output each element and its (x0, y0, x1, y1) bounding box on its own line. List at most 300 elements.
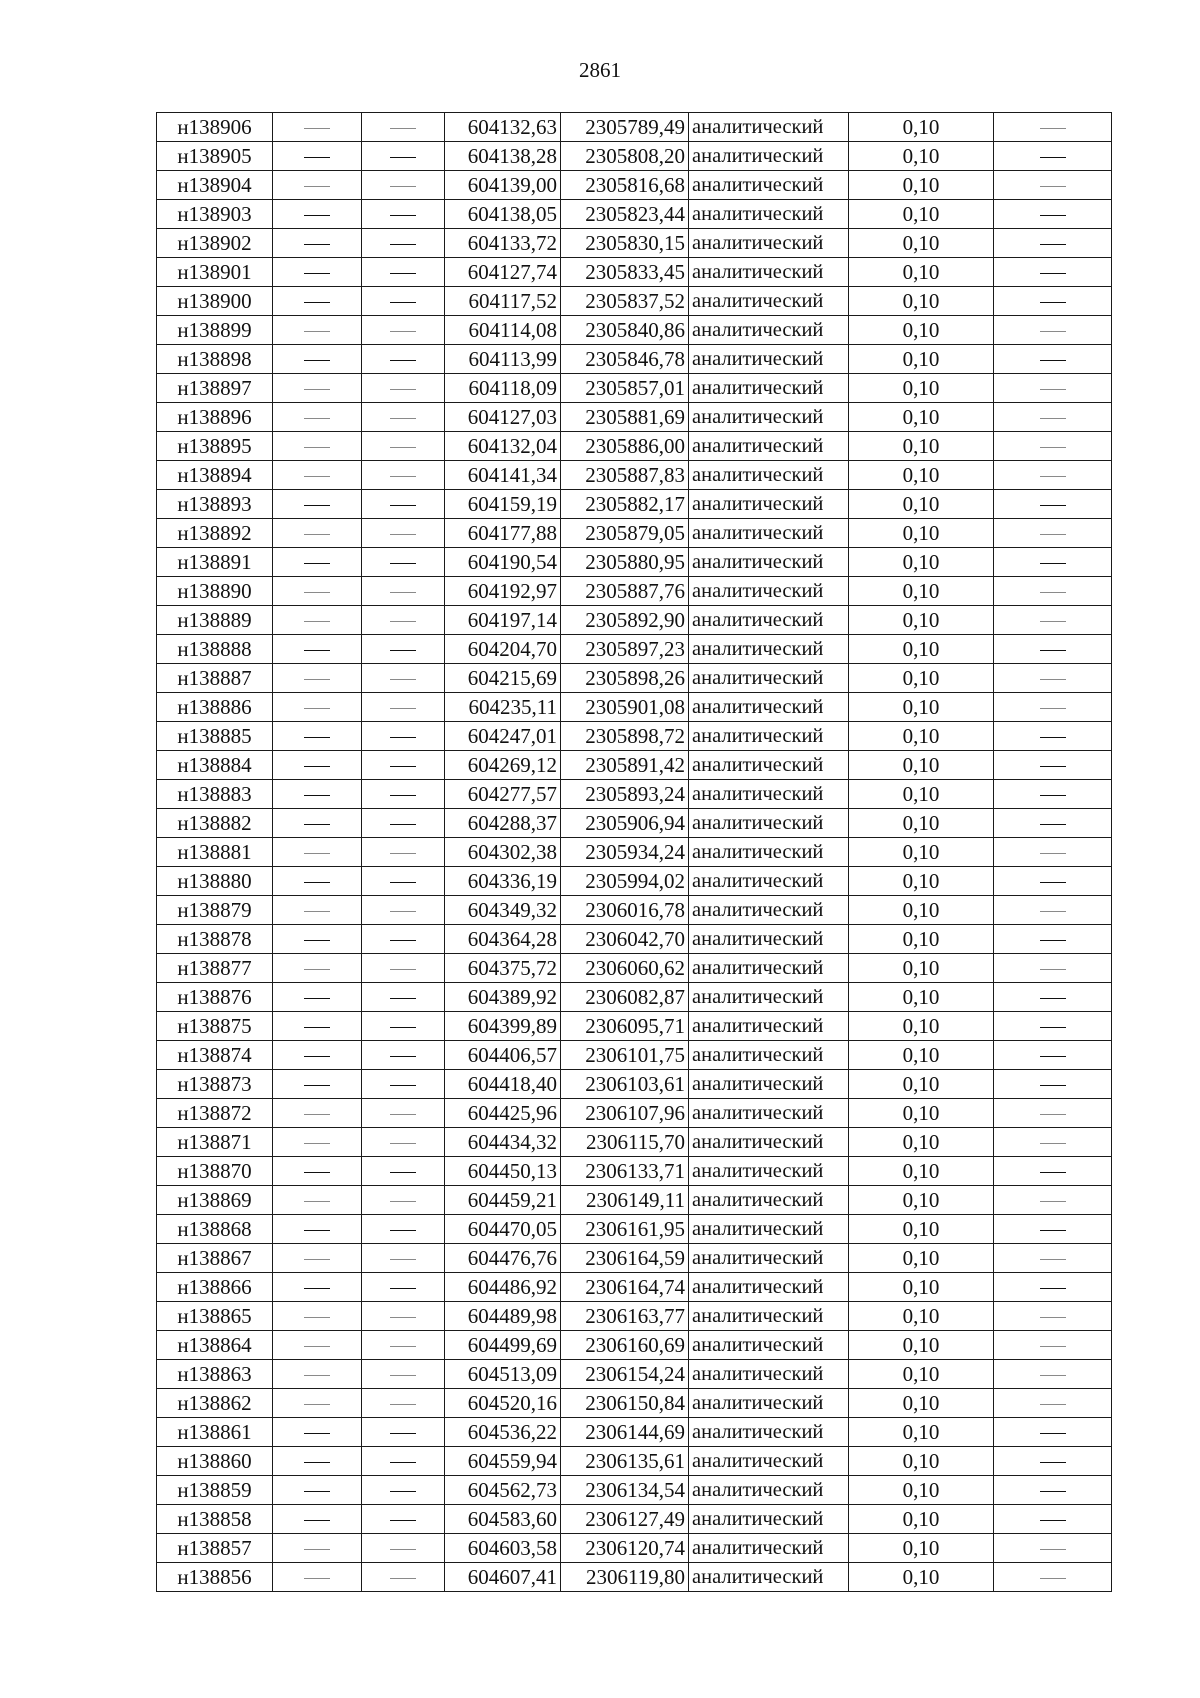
y-coordinate-cell: 2305816,68 (561, 171, 689, 200)
point-name-cell: н138877 (157, 954, 273, 983)
dash-cell (362, 1389, 445, 1418)
dash-cell (362, 1041, 445, 1070)
dash-mark (1040, 418, 1066, 419)
y-coordinate-cell: 2306016,78 (561, 896, 689, 925)
dash-cell (273, 490, 362, 519)
method-cell: аналитический (689, 287, 849, 316)
dash-mark (390, 1201, 416, 1202)
method-cell: аналитический (689, 954, 849, 983)
dash-cell (362, 577, 445, 606)
y-coordinate-cell: 2306127,49 (561, 1505, 689, 1534)
method-cell: аналитический (689, 1215, 849, 1244)
point-name-cell: н138861 (157, 1418, 273, 1447)
dash-mark (390, 389, 416, 390)
table-row (157, 1099, 1112, 1128)
x-coordinate-cell: 604114,08 (445, 316, 561, 345)
dash-cell (994, 1447, 1112, 1476)
dash-mark (304, 940, 330, 941)
method-cell: аналитический (689, 896, 849, 925)
x-coordinate-cell: 604190,54 (445, 548, 561, 577)
method-cell: аналитический (689, 1186, 849, 1215)
dash-cell (994, 780, 1112, 809)
table-row (157, 693, 1112, 722)
dash-mark (1040, 476, 1066, 477)
dash-cell (994, 1099, 1112, 1128)
dash-cell (994, 635, 1112, 664)
dash-cell (273, 548, 362, 577)
precision-cell: 0,10 (849, 983, 994, 1012)
dash-cell (362, 229, 445, 258)
x-coordinate-cell: 604583,60 (445, 1505, 561, 1534)
x-coordinate-cell: 604192,97 (445, 577, 561, 606)
precision-cell: 0,10 (849, 1215, 994, 1244)
dash-cell (362, 1476, 445, 1505)
precision-cell: 0,10 (849, 287, 994, 316)
table-row (157, 1331, 1112, 1360)
x-coordinate-cell: 604406,57 (445, 1041, 561, 1070)
method-cell: аналитический (689, 809, 849, 838)
y-coordinate-cell: 2306101,75 (561, 1041, 689, 1070)
point-name-cell: н138903 (157, 200, 273, 229)
dash-cell (362, 664, 445, 693)
method-cell: аналитический (689, 1244, 849, 1273)
precision-cell: 0,10 (849, 780, 994, 809)
method-cell: аналитический (689, 1331, 849, 1360)
point-name-cell: н138884 (157, 751, 273, 780)
precision-cell: 0,10 (849, 403, 994, 432)
x-coordinate-cell: 604215,69 (445, 664, 561, 693)
y-coordinate-cell: 2305898,72 (561, 722, 689, 751)
point-name-cell: н138904 (157, 171, 273, 200)
dash-cell (273, 1215, 362, 1244)
point-name-cell: н138867 (157, 1244, 273, 1273)
dash-cell (273, 432, 362, 461)
dash-cell (273, 1447, 362, 1476)
dash-cell (273, 1534, 362, 1563)
dash-mark (304, 1230, 330, 1231)
y-coordinate-cell: 2305881,69 (561, 403, 689, 432)
dash-cell (273, 983, 362, 1012)
dash-mark (304, 795, 330, 796)
y-coordinate-cell: 2306154,24 (561, 1360, 689, 1389)
dash-mark (304, 505, 330, 506)
point-name-cell: н138901 (157, 258, 273, 287)
dash-mark (390, 911, 416, 912)
dash-cell (273, 954, 362, 983)
dash-cell (273, 1389, 362, 1418)
table-row (157, 113, 1112, 142)
dash-mark (1040, 331, 1066, 332)
y-coordinate-cell: 2305857,01 (561, 374, 689, 403)
dash-mark (304, 1520, 330, 1521)
dash-cell (273, 1273, 362, 1302)
dash-mark (304, 1114, 330, 1115)
dash-mark (304, 621, 330, 622)
table-row (157, 896, 1112, 925)
x-coordinate-cell: 604418,40 (445, 1070, 561, 1099)
dash-cell (994, 1534, 1112, 1563)
table-row (157, 1157, 1112, 1186)
y-coordinate-cell: 2306134,54 (561, 1476, 689, 1505)
dash-mark (390, 1346, 416, 1347)
y-coordinate-cell: 2306133,71 (561, 1157, 689, 1186)
dash-cell (273, 1302, 362, 1331)
dash-mark (390, 1491, 416, 1492)
precision-cell: 0,10 (849, 1534, 994, 1563)
point-name-cell: н138857 (157, 1534, 273, 1563)
x-coordinate-cell: 604302,38 (445, 838, 561, 867)
dash-mark (1040, 1549, 1066, 1550)
method-cell: аналитический (689, 751, 849, 780)
dash-cell (994, 200, 1112, 229)
x-coordinate-cell: 604607,41 (445, 1563, 561, 1592)
method-cell: аналитический (689, 838, 849, 867)
precision-cell: 0,10 (849, 229, 994, 258)
dash-mark (304, 1085, 330, 1086)
table-row (157, 1476, 1112, 1505)
point-name-cell: н138905 (157, 142, 273, 171)
point-name-cell: н138888 (157, 635, 273, 664)
y-coordinate-cell: 2306135,61 (561, 1447, 689, 1476)
y-coordinate-cell: 2305887,83 (561, 461, 689, 490)
dash-cell (362, 1563, 445, 1592)
x-coordinate-cell: 604127,74 (445, 258, 561, 287)
point-name-cell: н138878 (157, 925, 273, 954)
y-coordinate-cell: 2306150,84 (561, 1389, 689, 1418)
method-cell: аналитический (689, 1534, 849, 1563)
dash-cell (362, 780, 445, 809)
dash-cell (273, 1157, 362, 1186)
dash-cell (994, 1041, 1112, 1070)
table-row (157, 577, 1112, 606)
dash-cell (994, 519, 1112, 548)
dash-cell (994, 316, 1112, 345)
method-cell: аналитический (689, 1418, 849, 1447)
table-row (157, 142, 1112, 171)
precision-cell: 0,10 (849, 925, 994, 954)
dash-mark (1040, 766, 1066, 767)
dash-cell (273, 635, 362, 664)
dash-cell (273, 461, 362, 490)
dash-mark (1040, 1114, 1066, 1115)
dash-mark (390, 621, 416, 622)
dash-mark (390, 447, 416, 448)
dash-cell (362, 200, 445, 229)
dash-mark (1040, 215, 1066, 216)
dash-cell (994, 490, 1112, 519)
method-cell: аналитический (689, 664, 849, 693)
precision-cell: 0,10 (849, 519, 994, 548)
table-row (157, 983, 1112, 1012)
point-name-cell: н138876 (157, 983, 273, 1012)
point-name-cell: н138868 (157, 1215, 273, 1244)
y-coordinate-cell: 2305846,78 (561, 345, 689, 374)
precision-cell: 0,10 (849, 838, 994, 867)
dash-mark (1040, 824, 1066, 825)
dash-mark (304, 1433, 330, 1434)
dash-cell (994, 171, 1112, 200)
x-coordinate-cell: 604113,99 (445, 345, 561, 374)
dash-cell (362, 838, 445, 867)
dash-mark (304, 1056, 330, 1057)
dash-cell (994, 432, 1112, 461)
point-name-cell: н138896 (157, 403, 273, 432)
dash-cell (273, 1476, 362, 1505)
x-coordinate-cell: 604127,03 (445, 403, 561, 432)
dash-cell (362, 171, 445, 200)
dash-mark (390, 853, 416, 854)
dash-mark (1040, 853, 1066, 854)
point-name-cell: н138873 (157, 1070, 273, 1099)
x-coordinate-cell: 604489,98 (445, 1302, 561, 1331)
dash-mark (304, 1578, 330, 1579)
dash-cell (273, 519, 362, 548)
dash-mark (390, 592, 416, 593)
point-name-cell: н138886 (157, 693, 273, 722)
dash-mark (1040, 186, 1066, 187)
dash-mark (304, 1317, 330, 1318)
dash-cell (362, 1099, 445, 1128)
dash-cell (994, 229, 1112, 258)
y-coordinate-cell: 2305886,00 (561, 432, 689, 461)
table-row (157, 403, 1112, 432)
x-coordinate-cell: 604425,96 (445, 1099, 561, 1128)
x-coordinate-cell: 604499,69 (445, 1331, 561, 1360)
dash-mark (304, 447, 330, 448)
dash-cell (273, 1041, 362, 1070)
table-row (157, 229, 1112, 258)
dash-mark (1040, 389, 1066, 390)
point-name-cell: н138871 (157, 1128, 273, 1157)
dash-cell (994, 142, 1112, 171)
dash-cell (273, 1012, 362, 1041)
dash-mark (1040, 737, 1066, 738)
dash-mark (1040, 505, 1066, 506)
dash-cell (994, 606, 1112, 635)
dash-mark (390, 940, 416, 941)
method-cell: аналитический (689, 548, 849, 577)
dash-mark (390, 1520, 416, 1521)
table-row (157, 809, 1112, 838)
precision-cell: 0,10 (849, 258, 994, 287)
dash-mark (304, 708, 330, 709)
y-coordinate-cell: 2305837,52 (561, 287, 689, 316)
dash-mark (1040, 650, 1066, 651)
point-name-cell: н138864 (157, 1331, 273, 1360)
method-cell: аналитический (689, 1360, 849, 1389)
x-coordinate-cell: 604559,94 (445, 1447, 561, 1476)
dash-mark (304, 1375, 330, 1376)
precision-cell: 0,10 (849, 635, 994, 664)
dash-mark (1040, 447, 1066, 448)
point-name-cell: н138875 (157, 1012, 273, 1041)
dash-mark (390, 969, 416, 970)
table-row (157, 1302, 1112, 1331)
dash-cell (362, 1186, 445, 1215)
dash-cell (362, 983, 445, 1012)
dash-mark (304, 592, 330, 593)
precision-cell: 0,10 (849, 1041, 994, 1070)
dash-mark (390, 418, 416, 419)
dash-mark (390, 998, 416, 999)
precision-cell: 0,10 (849, 1157, 994, 1186)
dash-mark (304, 360, 330, 361)
dash-mark (390, 650, 416, 651)
dash-cell (362, 809, 445, 838)
dash-cell (362, 896, 445, 925)
point-name-cell: н138865 (157, 1302, 273, 1331)
point-name-cell: н138879 (157, 896, 273, 925)
method-cell: аналитический (689, 1070, 849, 1099)
dash-mark (1040, 1259, 1066, 1260)
precision-cell: 0,10 (849, 171, 994, 200)
dash-cell (994, 867, 1112, 896)
dash-cell (362, 954, 445, 983)
dash-mark (304, 766, 330, 767)
table-row (157, 1128, 1112, 1157)
precision-cell: 0,10 (849, 809, 994, 838)
dash-mark (390, 331, 416, 332)
precision-cell: 0,10 (849, 1418, 994, 1447)
dash-cell (273, 171, 362, 200)
x-coordinate-cell: 604389,92 (445, 983, 561, 1012)
x-coordinate-cell: 604159,19 (445, 490, 561, 519)
dash-mark (304, 186, 330, 187)
precision-cell: 0,10 (849, 345, 994, 374)
dash-cell (362, 345, 445, 374)
dash-cell (994, 1244, 1112, 1273)
method-cell: аналитический (689, 606, 849, 635)
y-coordinate-cell: 2305887,76 (561, 577, 689, 606)
x-coordinate-cell: 604118,09 (445, 374, 561, 403)
table-row (157, 171, 1112, 200)
table-row (157, 1447, 1112, 1476)
x-coordinate-cell: 604132,04 (445, 432, 561, 461)
method-cell: аналитический (689, 171, 849, 200)
y-coordinate-cell: 2305882,17 (561, 490, 689, 519)
dash-mark (304, 128, 330, 129)
point-name-cell: н138863 (157, 1360, 273, 1389)
method-cell: аналитический (689, 258, 849, 287)
x-coordinate-cell: 604138,28 (445, 142, 561, 171)
y-coordinate-cell: 2305994,02 (561, 867, 689, 896)
dash-cell (273, 1186, 362, 1215)
dash-mark (1040, 1172, 1066, 1173)
dash-cell (994, 1215, 1112, 1244)
y-coordinate-cell: 2306163,77 (561, 1302, 689, 1331)
dash-mark (390, 302, 416, 303)
point-name-cell: н138872 (157, 1099, 273, 1128)
table-row (157, 1534, 1112, 1563)
dash-mark (304, 1346, 330, 1347)
dash-mark (390, 1172, 416, 1173)
method-cell: аналитический (689, 577, 849, 606)
dash-mark (304, 679, 330, 680)
x-coordinate-cell: 604247,01 (445, 722, 561, 751)
dash-cell (362, 1302, 445, 1331)
y-coordinate-cell: 2305880,95 (561, 548, 689, 577)
table-row (157, 838, 1112, 867)
dash-cell (362, 258, 445, 287)
dash-mark (304, 737, 330, 738)
x-coordinate-cell: 604399,89 (445, 1012, 561, 1041)
dash-cell (273, 200, 362, 229)
x-coordinate-cell: 604141,34 (445, 461, 561, 490)
y-coordinate-cell: 2306119,80 (561, 1563, 689, 1592)
dash-cell (994, 1157, 1112, 1186)
x-coordinate-cell: 604138,05 (445, 200, 561, 229)
dash-mark (390, 1433, 416, 1434)
page-number: 2861 (579, 58, 621, 82)
dash-mark (1040, 1056, 1066, 1057)
point-name-cell: н138902 (157, 229, 273, 258)
point-name-cell: н138887 (157, 664, 273, 693)
point-name-cell: н138899 (157, 316, 273, 345)
point-name-cell: н138890 (157, 577, 273, 606)
dash-cell (273, 722, 362, 751)
dash-cell (362, 693, 445, 722)
dash-mark (304, 969, 330, 970)
table-row (157, 316, 1112, 345)
y-coordinate-cell: 2306095,71 (561, 1012, 689, 1041)
point-name-cell: н138895 (157, 432, 273, 461)
dash-mark (390, 708, 416, 709)
table-row (157, 1186, 1112, 1215)
y-coordinate-cell: 2305898,26 (561, 664, 689, 693)
dash-cell (362, 1157, 445, 1186)
dash-cell (273, 316, 362, 345)
dash-mark (390, 1578, 416, 1579)
dash-mark (1040, 1433, 1066, 1434)
y-coordinate-cell: 2305934,24 (561, 838, 689, 867)
dash-mark (390, 1404, 416, 1405)
dash-mark (390, 505, 416, 506)
dash-mark (390, 679, 416, 680)
dash-mark (390, 824, 416, 825)
precision-cell: 0,10 (849, 577, 994, 606)
dash-cell (362, 461, 445, 490)
dash-mark (304, 824, 330, 825)
dash-cell (994, 751, 1112, 780)
dash-cell (362, 867, 445, 896)
dash-cell (362, 722, 445, 751)
table-row (157, 490, 1112, 519)
method-cell: аналитический (689, 1273, 849, 1302)
y-coordinate-cell: 2305833,45 (561, 258, 689, 287)
dash-cell (362, 142, 445, 171)
dash-cell (273, 1128, 362, 1157)
x-coordinate-cell: 604139,00 (445, 171, 561, 200)
precision-cell: 0,10 (849, 1070, 994, 1099)
dash-cell (994, 548, 1112, 577)
dash-mark (304, 476, 330, 477)
table-row (157, 780, 1112, 809)
dash-mark (1040, 882, 1066, 883)
method-cell: аналитический (689, 1505, 849, 1534)
table-row (157, 1273, 1112, 1302)
y-coordinate-cell: 2305906,94 (561, 809, 689, 838)
dash-cell (994, 258, 1112, 287)
dash-mark (390, 1462, 416, 1463)
precision-cell: 0,10 (849, 1099, 994, 1128)
dash-mark (1040, 1462, 1066, 1463)
dash-mark (390, 157, 416, 158)
dash-cell (994, 403, 1112, 432)
y-coordinate-cell: 2306120,74 (561, 1534, 689, 1563)
dash-cell (273, 867, 362, 896)
dash-cell (994, 345, 1112, 374)
precision-cell: 0,10 (849, 490, 994, 519)
